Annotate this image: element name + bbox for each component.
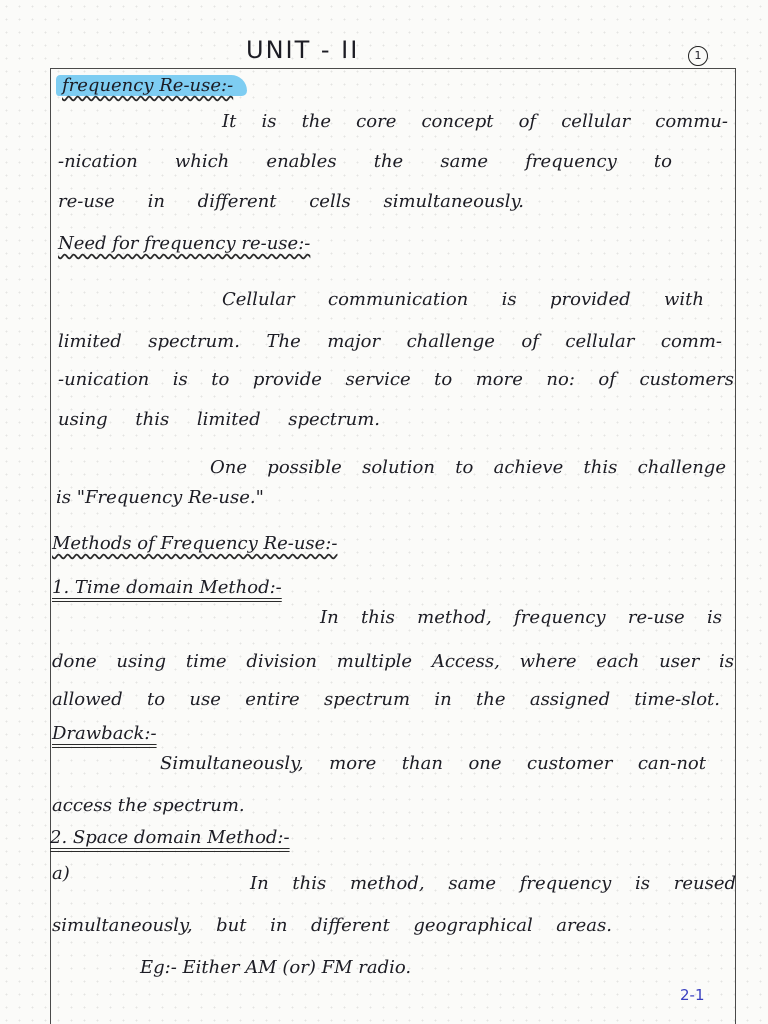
- text-line-example: Eg:- Either AM (or) FM radio.: [140, 957, 412, 978]
- subheading-space-domain: 2. Space domain Method:-: [50, 827, 290, 848]
- text-line: simultaneously, but in different geographical areas.: [52, 915, 612, 936]
- text-line: -unication is to provide service to more no: of customers: [58, 369, 734, 390]
- text-line: using this limited spectrum.: [58, 409, 380, 430]
- item-label-a: a): [52, 863, 70, 884]
- text-line: In this method, frequency re-use is: [320, 607, 722, 628]
- text-line: access the spectrum.: [52, 795, 245, 816]
- heading-need-for-reuse: Need for frequency re-use:-: [58, 233, 311, 254]
- text-line: -nication which enables the same frequency to: [58, 151, 672, 172]
- text-line: One possible solution to achieve this challenge: [210, 457, 726, 478]
- corner-note: 2-1: [680, 986, 705, 1004]
- text-line: Simultaneously, more than one customer can-not: [160, 753, 706, 774]
- heading-frequency-reuse: frequency Re-use:-: [56, 74, 247, 98]
- text-line: In this method, same frequency is reused: [250, 873, 736, 894]
- text-line: limited spectrum. The major challenge of cellular comm-: [58, 331, 722, 352]
- subheading-time-domain: 1. Time domain Method:-: [52, 577, 282, 598]
- text-line: It is the core concept of cellular commu-: [222, 111, 728, 132]
- subheading-drawback: Drawback:-: [52, 723, 157, 744]
- text-line: re-use in different cells simultaneously.: [58, 191, 524, 212]
- text-line: done using time division multiple Access, where each user is: [52, 651, 734, 672]
- text-line: allowed to use entire spectrum in the assigned time-slot.: [52, 689, 720, 710]
- page-number-circle: 1: [688, 46, 708, 66]
- unit-title: UNIT - II: [246, 36, 360, 64]
- text-line: Cellular communication is provided with: [222, 289, 704, 310]
- text-line: is "Frequency Re-use.": [56, 487, 264, 508]
- heading-methods: Methods of Frequency Re-use:-: [52, 533, 338, 554]
